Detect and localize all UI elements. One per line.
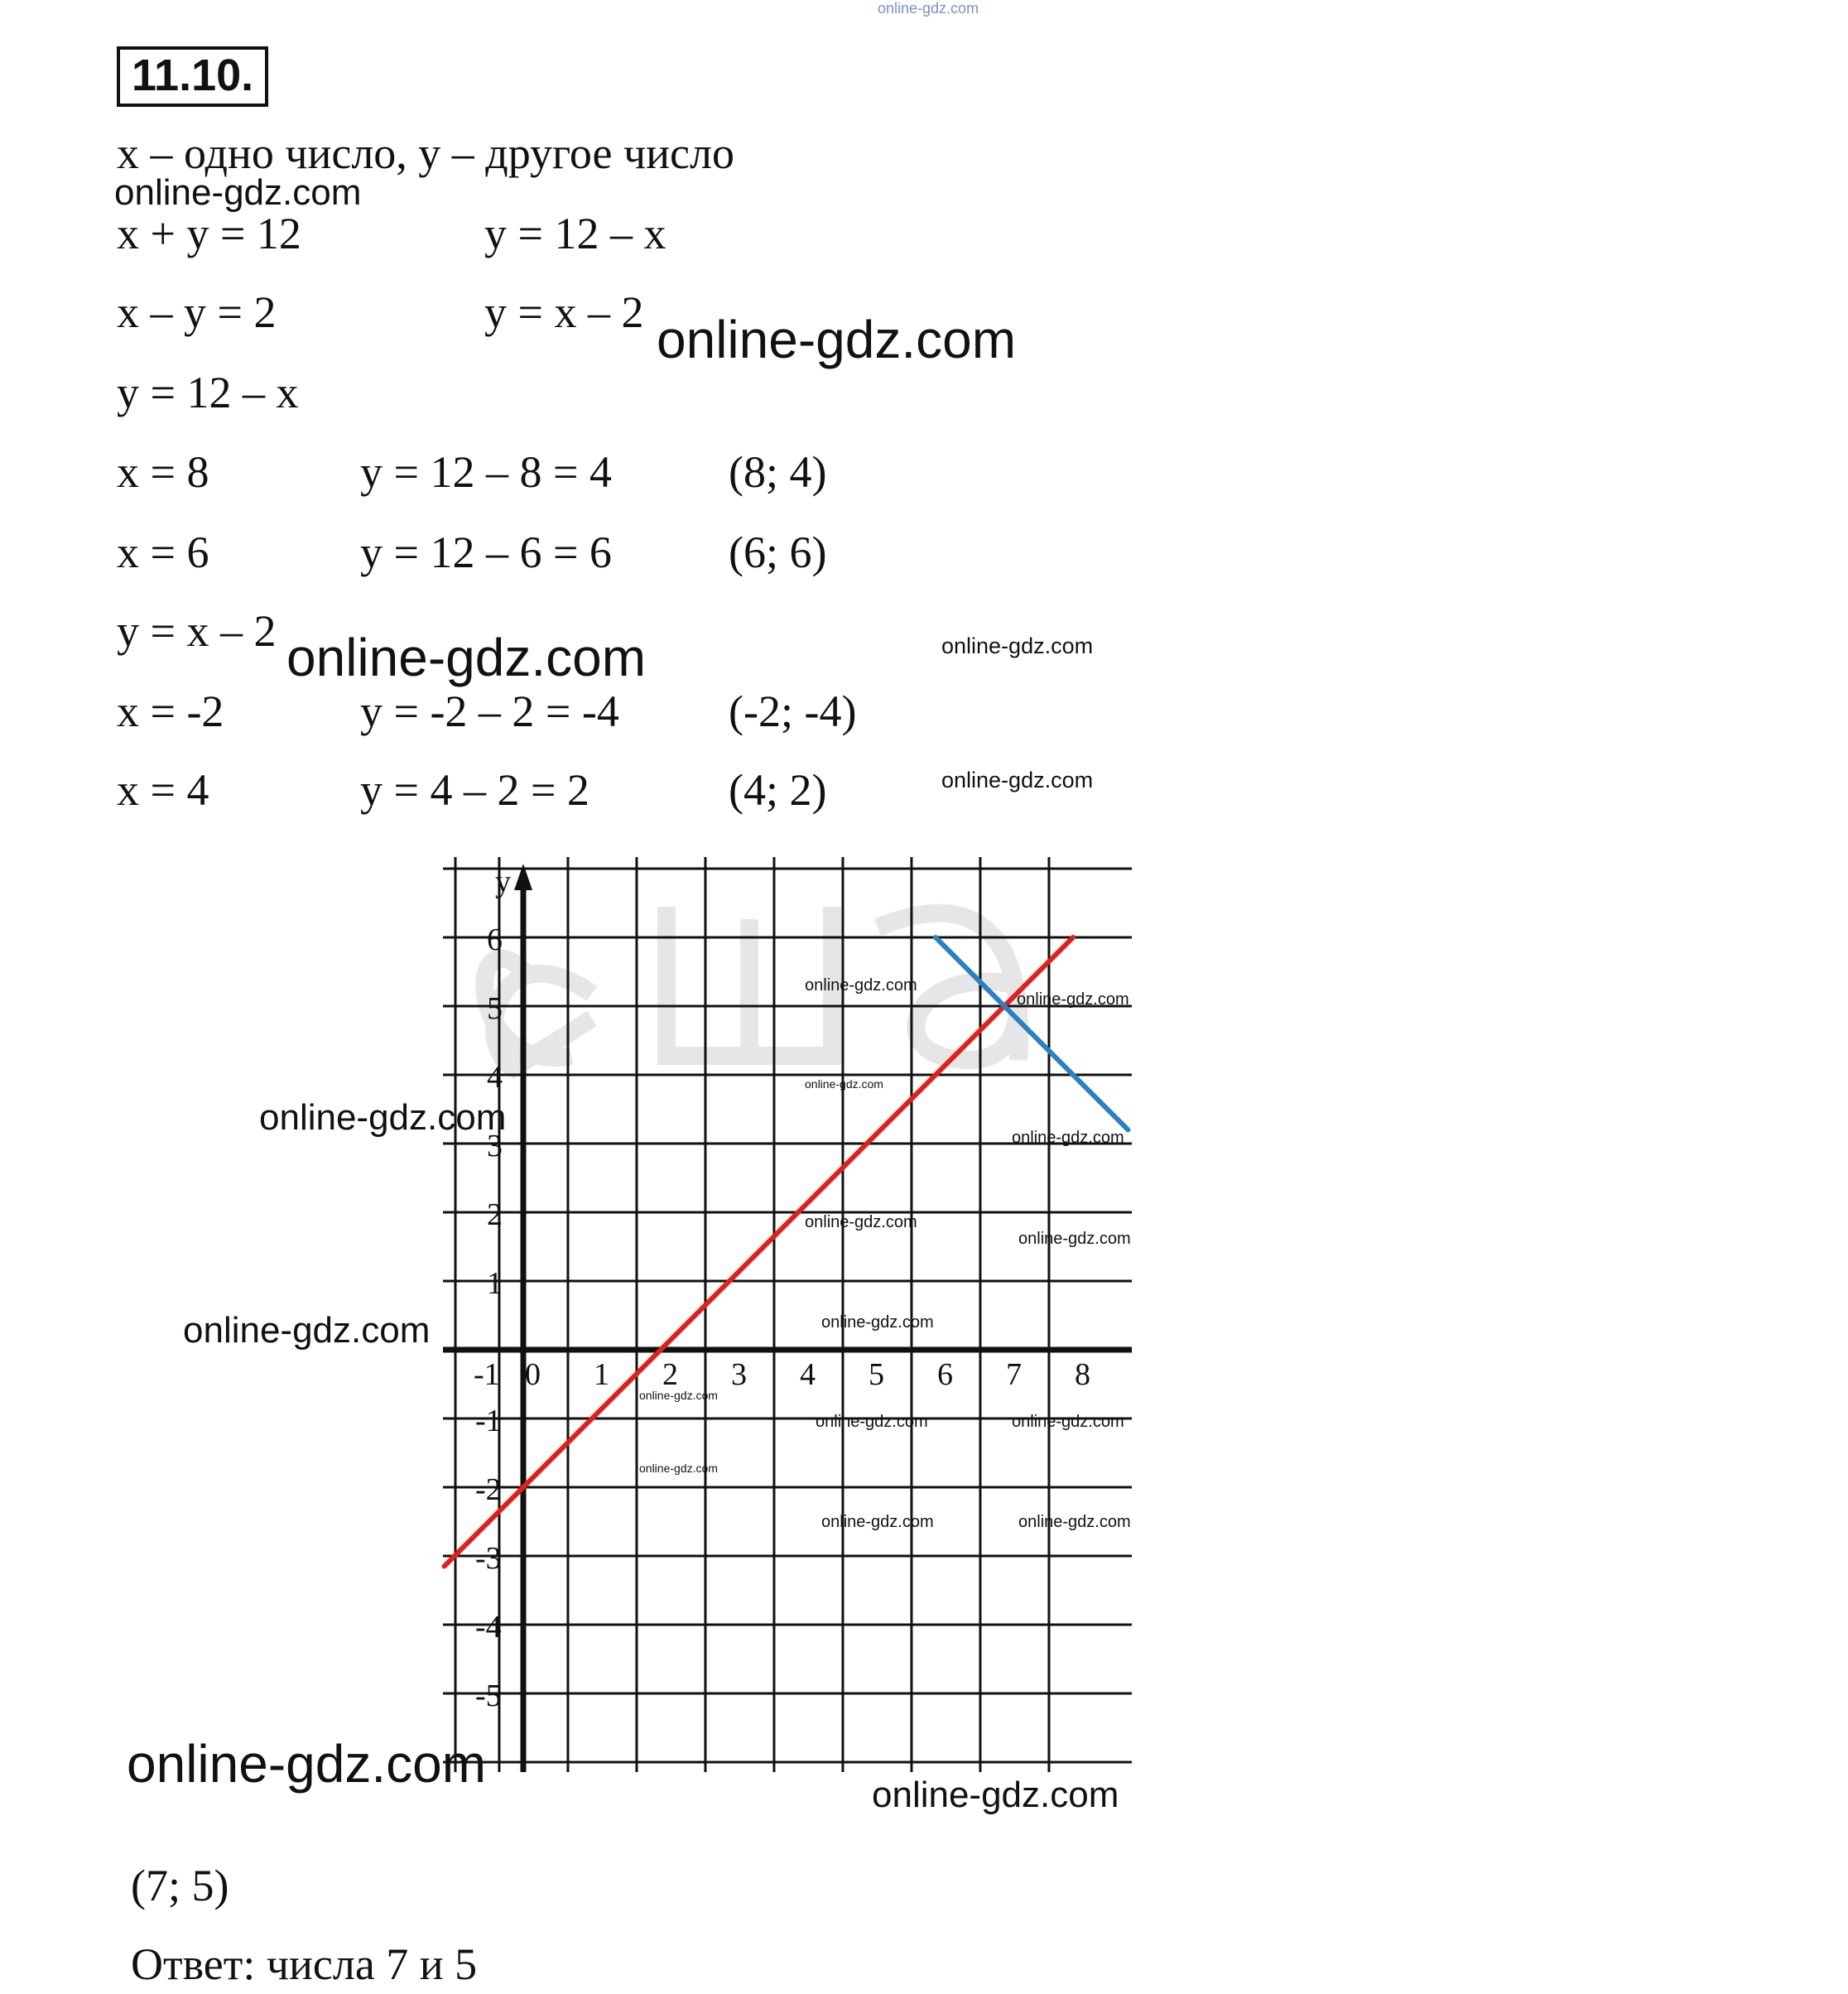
grid-watermark: online-gdz.com — [821, 1313, 934, 1332]
watermark-8: online-gdz.com — [127, 1734, 486, 1794]
table2-row2-calc: y = 4 – 2 = 2 — [360, 765, 590, 815]
y-tick-label: -5 — [475, 1679, 502, 1713]
x-tick-label: 3 — [731, 1357, 747, 1392]
table2-row1-x: x = -2 — [117, 686, 224, 736]
table2-row1-calc: y = -2 – 2 = -4 — [360, 686, 619, 736]
watermark-6: online-gdz.com — [259, 1097, 507, 1138]
table1-row1-point: (8; 4) — [729, 447, 827, 497]
system-solved-2: y = x – 2 — [484, 287, 644, 337]
x-tick-label: 0 — [525, 1357, 541, 1392]
y-tick-label: -3 — [475, 1541, 502, 1576]
y-tick-label: -4 — [475, 1610, 502, 1645]
table1-header: y = 12 – x — [117, 368, 299, 417]
x-tick-label: 5 — [869, 1357, 884, 1392]
watermark-9: online-gdz.com — [872, 1775, 1119, 1815]
tick-labels — [474, 865, 1090, 1713]
grid-watermark: online-gdz.com — [1018, 1513, 1131, 1531]
grid-watermark: online-gdz.com — [805, 1213, 917, 1231]
grid-watermark: online-gdz.com — [1012, 1413, 1124, 1431]
intro-text: x – одно число, у – другое число — [117, 128, 734, 178]
watermark-2: online-gdz.com — [657, 310, 1016, 369]
y-tick-label: 6 — [487, 922, 503, 957]
x-tick-label: -1 — [474, 1357, 500, 1392]
grid-watermark: online-gdz.com — [816, 1413, 928, 1431]
table1-row1-x: x = 8 — [117, 447, 209, 497]
watermark-7: online-gdz.com — [183, 1310, 431, 1351]
answer-text: Ответ: числа 7 и 5 — [131, 1939, 478, 1989]
y-tick-label: 3 — [487, 1129, 503, 1163]
x-tick-label: 8 — [1075, 1357, 1090, 1392]
table2-row2-x: x = 4 — [117, 765, 209, 815]
x-tick-label: 6 — [937, 1357, 953, 1392]
table2-row2-point: (4; 2) — [729, 765, 827, 815]
x-tick-label: 4 — [800, 1357, 816, 1392]
grid-watermark: online-gdz.com — [1018, 1230, 1131, 1248]
grid-watermark: online-gdz.com — [805, 976, 917, 995]
background-watermark — [484, 907, 1019, 1068]
problem-number: 11.10. — [117, 46, 268, 107]
table2-row1-point: (-2; -4) — [729, 686, 857, 736]
y-tick-label: -1 — [475, 1404, 502, 1438]
y-axis-label: y — [495, 865, 511, 899]
grid-watermark: online-gdz.com — [821, 1513, 934, 1531]
table1-row2-calc: y = 12 – 6 = 6 — [360, 527, 612, 577]
x-tick-label: 7 — [1006, 1357, 1022, 1392]
watermark-5: online-gdz.com — [941, 768, 1094, 792]
system-eq-1: x + y = 12 — [117, 209, 301, 258]
watermark-4: online-gdz.com — [941, 633, 1094, 658]
top-watermark: online-gdz.com — [878, 0, 979, 17]
intersection-point: (7; 5) — [131, 1861, 229, 1910]
grid-watermark: online-gdz.com — [1017, 990, 1129, 1009]
y-tick-label: -2 — [475, 1472, 502, 1507]
x-tick-label: 2 — [662, 1357, 678, 1392]
table1-row1-calc: y = 12 – 8 = 4 — [360, 447, 612, 497]
grid-watermark: online-gdz.com — [1012, 1129, 1124, 1147]
watermark-1: online-gdz.com — [114, 172, 362, 213]
y-tick-label: 5 — [487, 991, 503, 1026]
table2-header: y = x – 2 — [117, 606, 277, 656]
system-eq-2: x – y = 2 — [117, 287, 277, 337]
grid-watermark: online-gdz.com — [639, 1462, 718, 1475]
x-tick-label: 1 — [594, 1357, 609, 1392]
grid-watermark: online-gdz.com — [805, 1077, 883, 1091]
watermark-3: online-gdz.com — [286, 628, 646, 687]
y-tick-label: 1 — [487, 1266, 503, 1301]
series-line-1 — [445, 937, 1073, 1566]
grid-watermark: online-gdz.com — [639, 1389, 718, 1402]
y-tick-label: 4 — [487, 1060, 503, 1095]
table1-row2-x: x = 6 — [117, 527, 209, 577]
series-line-2 — [936, 937, 1128, 1129]
y-tick-label: 2 — [487, 1197, 503, 1232]
table1-row2-point: (6; 6) — [729, 527, 827, 577]
system-solved-1: y = 12 – x — [484, 209, 667, 258]
